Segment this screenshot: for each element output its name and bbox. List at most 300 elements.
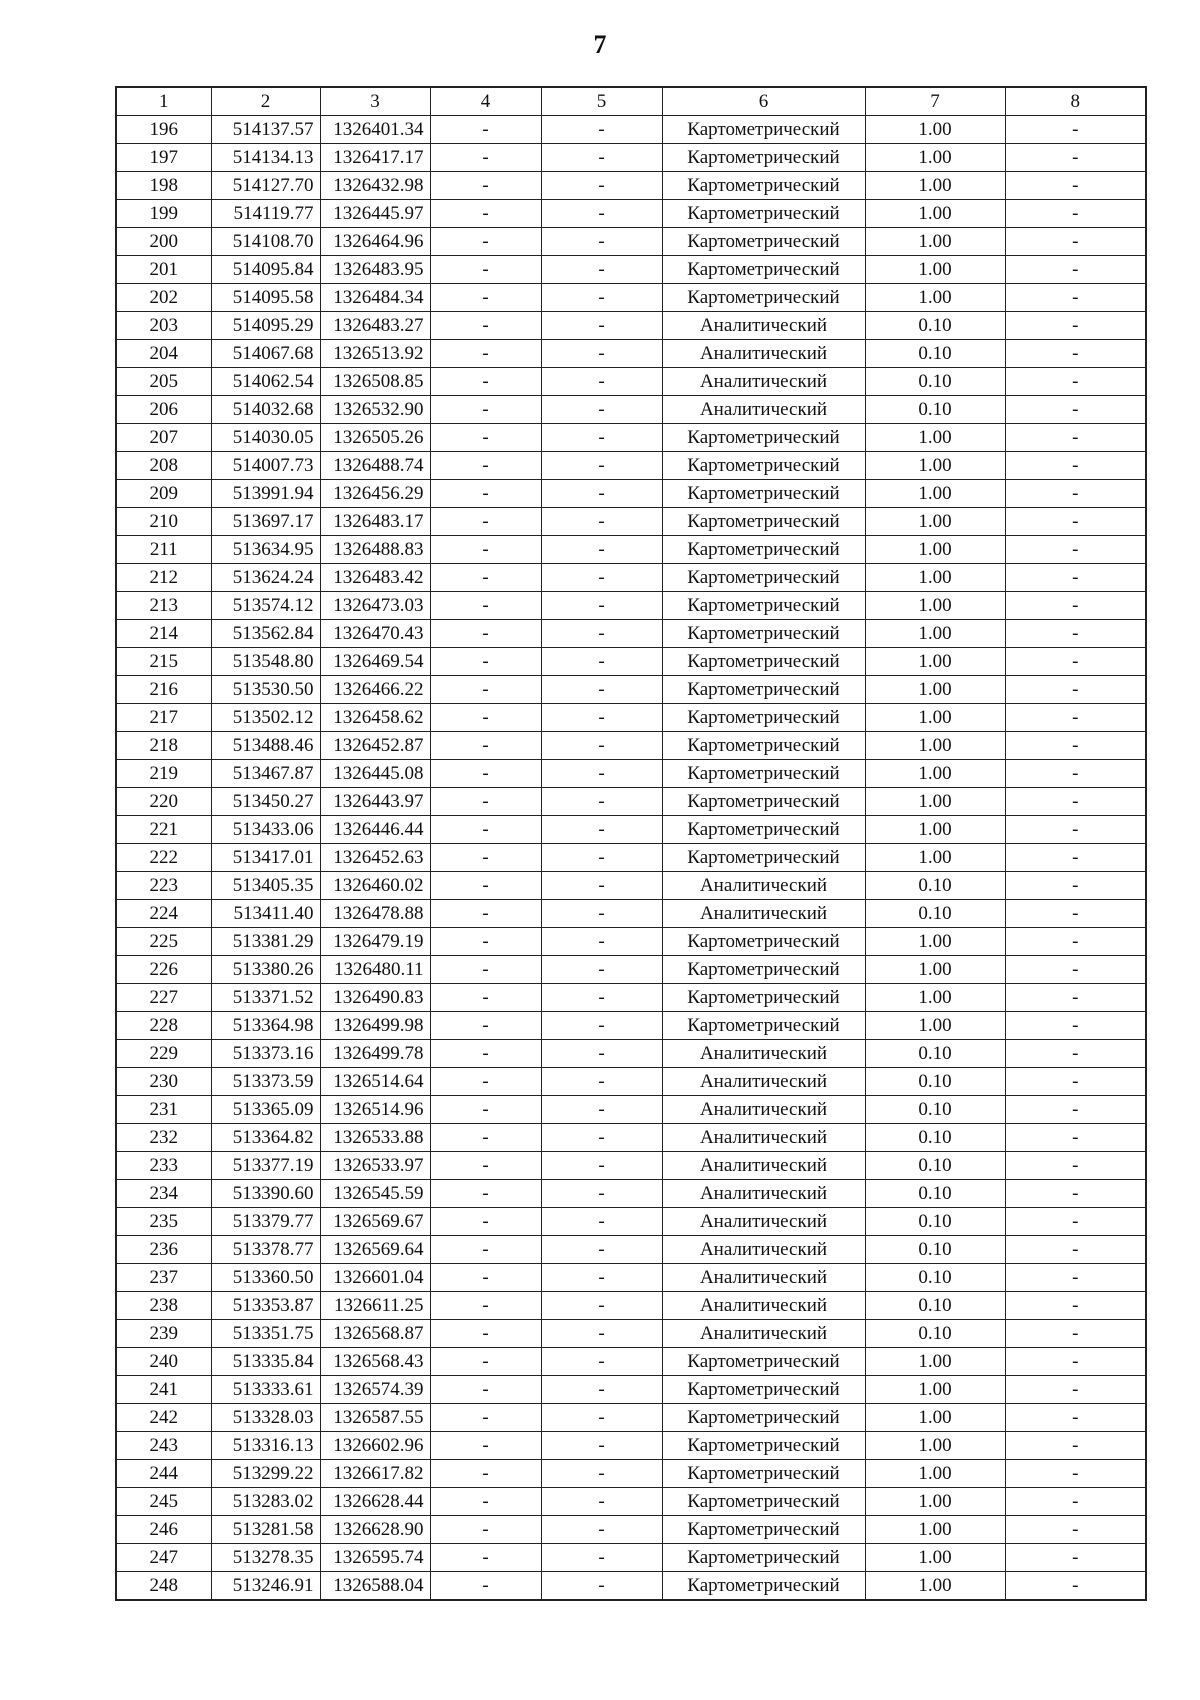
y-coordinate-cell: 1326460.02 — [320, 872, 430, 900]
method-cell: Аналитический — [662, 1236, 865, 1264]
col-4-cell: - — [430, 284, 541, 312]
table-row — [116, 228, 1146, 256]
col-5-cell: - — [541, 1012, 662, 1040]
point-number-cell: 224 — [116, 900, 211, 928]
col-5-cell: - — [541, 1404, 662, 1432]
point-number-cell: 247 — [116, 1544, 211, 1572]
x-coordinate-cell: 513488.46 — [211, 732, 320, 760]
method-cell: Аналитический — [662, 1068, 865, 1096]
accuracy-cell: 1.00 — [865, 116, 1005, 144]
method-cell: Картометрический — [662, 928, 865, 956]
table-body — [116, 116, 1146, 1601]
x-coordinate-cell: 513417.01 — [211, 844, 320, 872]
accuracy-cell: 1.00 — [865, 452, 1005, 480]
y-coordinate-cell: 1326446.44 — [320, 816, 430, 844]
point-number-cell: 197 — [116, 144, 211, 172]
accuracy-cell: 1.00 — [865, 284, 1005, 312]
col-5-cell: - — [541, 1040, 662, 1068]
accuracy-cell: 1.00 — [865, 256, 1005, 284]
col-8-cell: - — [1005, 1432, 1146, 1460]
col-4-cell: - — [430, 1208, 541, 1236]
y-coordinate-cell: 1326508.85 — [320, 368, 430, 396]
y-coordinate-cell: 1326445.97 — [320, 200, 430, 228]
table-row — [116, 1208, 1146, 1236]
x-coordinate-cell: 513364.82 — [211, 1124, 320, 1152]
col-5-cell: - — [541, 1432, 662, 1460]
point-number-cell: 196 — [116, 116, 211, 144]
col-5-cell: - — [541, 228, 662, 256]
col-8-cell: - — [1005, 424, 1146, 452]
table-row — [116, 872, 1146, 900]
table-row — [116, 144, 1146, 172]
col-5-cell: - — [541, 1180, 662, 1208]
method-cell: Картометрический — [662, 144, 865, 172]
accuracy-cell: 1.00 — [865, 200, 1005, 228]
table-row — [116, 1040, 1146, 1068]
col-8-cell: - — [1005, 284, 1146, 312]
point-number-cell: 246 — [116, 1516, 211, 1544]
col-4-cell: - — [430, 1068, 541, 1096]
point-number-cell: 243 — [116, 1432, 211, 1460]
table-row — [116, 1236, 1146, 1264]
x-coordinate-cell: 513377.19 — [211, 1152, 320, 1180]
y-coordinate-cell: 1326443.97 — [320, 788, 430, 816]
method-cell: Аналитический — [662, 396, 865, 424]
col-4-cell: - — [430, 368, 541, 396]
col-8-cell: - — [1005, 788, 1146, 816]
col-8-cell: - — [1005, 732, 1146, 760]
col-8-cell: - — [1005, 1012, 1146, 1040]
col-8-cell: - — [1005, 480, 1146, 508]
y-coordinate-cell: 1326401.34 — [320, 116, 430, 144]
point-number-cell: 214 — [116, 620, 211, 648]
x-coordinate-cell: 514108.70 — [211, 228, 320, 256]
col-5-cell: - — [541, 648, 662, 676]
x-coordinate-cell: 514127.70 — [211, 172, 320, 200]
col-5-cell: - — [541, 480, 662, 508]
y-coordinate-cell: 1326532.90 — [320, 396, 430, 424]
col-4-cell: - — [430, 676, 541, 704]
table-row — [116, 816, 1146, 844]
accuracy-cell: 1.00 — [865, 676, 1005, 704]
col-8-cell: - — [1005, 928, 1146, 956]
method-cell: Картометрический — [662, 564, 865, 592]
table-row — [116, 648, 1146, 676]
col-8-cell: - — [1005, 1320, 1146, 1348]
table-row — [116, 620, 1146, 648]
method-cell: Картометрический — [662, 1544, 865, 1572]
accuracy-cell: 1.00 — [865, 536, 1005, 564]
col-5-cell: - — [541, 1320, 662, 1348]
col-4-cell: - — [430, 900, 541, 928]
accuracy-cell: 0.10 — [865, 312, 1005, 340]
col-4-cell: - — [430, 536, 541, 564]
col-5-cell: - — [541, 284, 662, 312]
col-4-cell: - — [430, 1320, 541, 1348]
y-coordinate-cell: 1326432.98 — [320, 172, 430, 200]
col-8-cell: - — [1005, 1068, 1146, 1096]
method-cell: Аналитический — [662, 1264, 865, 1292]
point-number-cell: 200 — [116, 228, 211, 256]
x-coordinate-cell: 513373.59 — [211, 1068, 320, 1096]
y-coordinate-cell: 1326480.11 — [320, 956, 430, 984]
table-row — [116, 368, 1146, 396]
x-coordinate-cell: 514119.77 — [211, 200, 320, 228]
method-cell: Аналитический — [662, 1096, 865, 1124]
method-cell: Картометрический — [662, 536, 865, 564]
table-row — [116, 1572, 1146, 1601]
x-coordinate-cell: 514095.29 — [211, 312, 320, 340]
x-coordinate-cell: 514032.68 — [211, 396, 320, 424]
accuracy-cell: 1.00 — [865, 1572, 1005, 1601]
y-coordinate-cell: 1326483.42 — [320, 564, 430, 592]
table-row — [116, 1516, 1146, 1544]
table-row — [116, 116, 1146, 144]
y-coordinate-cell: 1326479.19 — [320, 928, 430, 956]
col-8-cell: - — [1005, 1208, 1146, 1236]
col-8-cell: - — [1005, 1292, 1146, 1320]
col-5-cell: - — [541, 732, 662, 760]
col-4-cell: - — [430, 116, 541, 144]
table-row — [116, 1432, 1146, 1460]
y-coordinate-cell: 1326569.67 — [320, 1208, 430, 1236]
col-4-cell: - — [430, 1096, 541, 1124]
point-number-cell: 238 — [116, 1292, 211, 1320]
accuracy-cell: 1.00 — [865, 424, 1005, 452]
col-5-cell: - — [541, 1572, 662, 1601]
col-4-cell: - — [430, 312, 541, 340]
accuracy-cell: 0.10 — [865, 1180, 1005, 1208]
x-coordinate-cell: 513502.12 — [211, 704, 320, 732]
accuracy-cell: 1.00 — [865, 1012, 1005, 1040]
point-number-cell: 218 — [116, 732, 211, 760]
col-5-cell: - — [541, 900, 662, 928]
point-number-cell: 239 — [116, 1320, 211, 1348]
col-4-cell: - — [430, 1264, 541, 1292]
col-8-cell: - — [1005, 508, 1146, 536]
method-cell: Картометрический — [662, 116, 865, 144]
table-row — [116, 760, 1146, 788]
x-coordinate-cell: 514095.58 — [211, 284, 320, 312]
x-coordinate-cell: 513450.27 — [211, 788, 320, 816]
col-5-cell: - — [541, 1348, 662, 1376]
y-coordinate-cell: 1326473.03 — [320, 592, 430, 620]
col-4-cell: - — [430, 1376, 541, 1404]
table-row — [116, 424, 1146, 452]
x-coordinate-cell: 513634.95 — [211, 536, 320, 564]
table-row — [116, 1124, 1146, 1152]
col-5-cell: - — [541, 1096, 662, 1124]
method-cell: Аналитический — [662, 312, 865, 340]
method-cell: Аналитический — [662, 1208, 865, 1236]
col-5-cell: - — [541, 536, 662, 564]
x-coordinate-cell: 513335.84 — [211, 1348, 320, 1376]
method-cell: Аналитический — [662, 368, 865, 396]
table-row — [116, 1292, 1146, 1320]
x-coordinate-cell: 514134.13 — [211, 144, 320, 172]
col-8-cell: - — [1005, 984, 1146, 1012]
y-coordinate-cell: 1326611.25 — [320, 1292, 430, 1320]
accuracy-cell: 1.00 — [865, 760, 1005, 788]
table-row — [116, 1488, 1146, 1516]
x-coordinate-cell: 513697.17 — [211, 508, 320, 536]
table-row — [116, 1152, 1146, 1180]
table-row — [116, 1012, 1146, 1040]
col-4-cell: - — [430, 564, 541, 592]
method-cell: Картометрический — [662, 620, 865, 648]
col-5-cell: - — [541, 116, 662, 144]
y-coordinate-cell: 1326533.97 — [320, 1152, 430, 1180]
accuracy-cell: 1.00 — [865, 508, 1005, 536]
point-number-cell: 223 — [116, 872, 211, 900]
table-row — [116, 508, 1146, 536]
x-coordinate-cell: 514062.54 — [211, 368, 320, 396]
col-8-cell: - — [1005, 1152, 1146, 1180]
accuracy-cell: 1.00 — [865, 1404, 1005, 1432]
col-5-cell: - — [541, 1460, 662, 1488]
method-cell: Картометрический — [662, 228, 865, 256]
y-coordinate-cell: 1326617.82 — [320, 1460, 430, 1488]
col-5-cell: - — [541, 1236, 662, 1264]
col-5-cell: - — [541, 508, 662, 536]
col-8-cell: - — [1005, 396, 1146, 424]
table-row — [116, 200, 1146, 228]
col-5-cell: - — [541, 1068, 662, 1096]
col-5-cell: - — [541, 1376, 662, 1404]
accuracy-cell: 0.10 — [865, 340, 1005, 368]
method-cell: Картометрический — [662, 452, 865, 480]
col-4-cell: - — [430, 620, 541, 648]
x-coordinate-cell: 513381.29 — [211, 928, 320, 956]
accuracy-cell: 0.10 — [865, 1292, 1005, 1320]
col-4-cell: - — [430, 1292, 541, 1320]
x-coordinate-cell: 513548.80 — [211, 648, 320, 676]
col-8-cell: - — [1005, 816, 1146, 844]
col-5-cell: - — [541, 788, 662, 816]
col-8-cell: - — [1005, 676, 1146, 704]
x-coordinate-cell: 513574.12 — [211, 592, 320, 620]
col-5-cell: - — [541, 620, 662, 648]
column-header-7: 7 — [865, 87, 1005, 116]
col-8-cell: - — [1005, 312, 1146, 340]
method-cell: Аналитический — [662, 1124, 865, 1152]
x-coordinate-cell: 513283.02 — [211, 1488, 320, 1516]
point-number-cell: 235 — [116, 1208, 211, 1236]
table-row — [116, 788, 1146, 816]
accuracy-cell: 1.00 — [865, 1516, 1005, 1544]
y-coordinate-cell: 1326514.64 — [320, 1068, 430, 1096]
table-row — [116, 1264, 1146, 1292]
col-5-cell: - — [541, 984, 662, 1012]
col-5-cell: - — [541, 564, 662, 592]
col-8-cell: - — [1005, 704, 1146, 732]
table-row — [116, 732, 1146, 760]
y-coordinate-cell: 1326458.62 — [320, 704, 430, 732]
accuracy-cell: 1.00 — [865, 144, 1005, 172]
point-number-cell: 213 — [116, 592, 211, 620]
point-number-cell: 206 — [116, 396, 211, 424]
y-coordinate-cell: 1326488.83 — [320, 536, 430, 564]
point-number-cell: 211 — [116, 536, 211, 564]
accuracy-cell: 0.10 — [865, 368, 1005, 396]
y-coordinate-cell: 1326601.04 — [320, 1264, 430, 1292]
method-cell: Картометрический — [662, 844, 865, 872]
method-cell: Картометрический — [662, 1488, 865, 1516]
point-number-cell: 208 — [116, 452, 211, 480]
table-row — [116, 1376, 1146, 1404]
col-8-cell: - — [1005, 1124, 1146, 1152]
col-4-cell: - — [430, 480, 541, 508]
table-row — [116, 284, 1146, 312]
x-coordinate-cell: 513562.84 — [211, 620, 320, 648]
y-coordinate-cell: 1326505.26 — [320, 424, 430, 452]
col-8-cell: - — [1005, 592, 1146, 620]
x-coordinate-cell: 514007.73 — [211, 452, 320, 480]
col-8-cell: - — [1005, 1572, 1146, 1601]
accuracy-cell: 1.00 — [865, 620, 1005, 648]
col-4-cell: - — [430, 872, 541, 900]
accuracy-cell: 1.00 — [865, 1376, 1005, 1404]
table-row — [116, 480, 1146, 508]
col-4-cell: - — [430, 1180, 541, 1208]
x-coordinate-cell: 513380.26 — [211, 956, 320, 984]
point-number-cell: 245 — [116, 1488, 211, 1516]
table-row — [116, 172, 1146, 200]
y-coordinate-cell: 1326574.39 — [320, 1376, 430, 1404]
method-cell: Картометрический — [662, 508, 865, 536]
method-cell: Картометрический — [662, 676, 865, 704]
accuracy-cell: 0.10 — [865, 900, 1005, 928]
accuracy-cell: 1.00 — [865, 564, 1005, 592]
x-coordinate-cell: 513373.16 — [211, 1040, 320, 1068]
method-cell: Картометрический — [662, 816, 865, 844]
x-coordinate-cell: 513379.77 — [211, 1208, 320, 1236]
x-coordinate-cell: 513433.06 — [211, 816, 320, 844]
col-4-cell: - — [430, 396, 541, 424]
col-5-cell: - — [541, 1152, 662, 1180]
point-number-cell: 222 — [116, 844, 211, 872]
y-coordinate-cell: 1326545.59 — [320, 1180, 430, 1208]
col-4-cell: - — [430, 1516, 541, 1544]
point-number-cell: 203 — [116, 312, 211, 340]
x-coordinate-cell: 513246.91 — [211, 1572, 320, 1601]
x-coordinate-cell: 513364.98 — [211, 1012, 320, 1040]
col-5-cell: - — [541, 396, 662, 424]
method-cell: Картометрический — [662, 200, 865, 228]
x-coordinate-cell: 513281.58 — [211, 1516, 320, 1544]
col-4-cell: - — [430, 1152, 541, 1180]
point-number-cell: 219 — [116, 760, 211, 788]
point-number-cell: 221 — [116, 816, 211, 844]
x-coordinate-cell: 514067.68 — [211, 340, 320, 368]
method-cell: Картометрический — [662, 424, 865, 452]
col-4-cell: - — [430, 1012, 541, 1040]
method-cell: Аналитический — [662, 1320, 865, 1348]
table-row — [116, 900, 1146, 928]
point-number-cell: 199 — [116, 200, 211, 228]
y-coordinate-cell: 1326456.29 — [320, 480, 430, 508]
x-coordinate-cell: 513467.87 — [211, 760, 320, 788]
accuracy-cell: 0.10 — [865, 1208, 1005, 1236]
col-8-cell: - — [1005, 620, 1146, 648]
col-4-cell: - — [430, 340, 541, 368]
col-8-cell: - — [1005, 1348, 1146, 1376]
accuracy-cell: 1.00 — [865, 928, 1005, 956]
col-8-cell: - — [1005, 1460, 1146, 1488]
method-cell: Аналитический — [662, 900, 865, 928]
method-cell: Картометрический — [662, 788, 865, 816]
y-coordinate-cell: 1326568.87 — [320, 1320, 430, 1348]
col-8-cell: - — [1005, 648, 1146, 676]
table-row — [116, 704, 1146, 732]
coordinates-table — [115, 86, 1147, 1601]
method-cell: Картометрический — [662, 1460, 865, 1488]
col-8-cell: - — [1005, 760, 1146, 788]
method-cell: Картометрический — [662, 1516, 865, 1544]
y-coordinate-cell: 1326602.96 — [320, 1432, 430, 1460]
method-cell: Картометрический — [662, 1432, 865, 1460]
col-8-cell: - — [1005, 452, 1146, 480]
y-coordinate-cell: 1326628.44 — [320, 1488, 430, 1516]
col-5-cell: - — [541, 424, 662, 452]
accuracy-cell: 0.10 — [865, 1068, 1005, 1096]
y-coordinate-cell: 1326499.98 — [320, 1012, 430, 1040]
point-number-cell: 248 — [116, 1572, 211, 1601]
x-coordinate-cell: 514095.84 — [211, 256, 320, 284]
accuracy-cell: 0.10 — [865, 1124, 1005, 1152]
accuracy-cell: 1.00 — [865, 1348, 1005, 1376]
col-8-cell: - — [1005, 340, 1146, 368]
point-number-cell: 244 — [116, 1460, 211, 1488]
x-coordinate-cell: 513328.03 — [211, 1404, 320, 1432]
point-number-cell: 231 — [116, 1096, 211, 1124]
x-coordinate-cell: 513299.22 — [211, 1460, 320, 1488]
col-5-cell: - — [541, 312, 662, 340]
y-coordinate-cell: 1326478.88 — [320, 900, 430, 928]
column-header-4: 4 — [430, 87, 541, 116]
table-row — [116, 452, 1146, 480]
col-5-cell: - — [541, 844, 662, 872]
col-8-cell: - — [1005, 1376, 1146, 1404]
x-coordinate-cell: 513333.61 — [211, 1376, 320, 1404]
x-coordinate-cell: 513316.13 — [211, 1432, 320, 1460]
col-8-cell: - — [1005, 368, 1146, 396]
point-number-cell: 228 — [116, 1012, 211, 1040]
point-number-cell: 198 — [116, 172, 211, 200]
point-number-cell: 210 — [116, 508, 211, 536]
table-row — [116, 844, 1146, 872]
method-cell: Картометрический — [662, 956, 865, 984]
accuracy-cell: 1.00 — [865, 1432, 1005, 1460]
y-coordinate-cell: 1326533.88 — [320, 1124, 430, 1152]
table-row — [116, 1544, 1146, 1572]
col-5-cell: - — [541, 956, 662, 984]
method-cell: Аналитический — [662, 872, 865, 900]
col-8-cell: - — [1005, 116, 1146, 144]
col-5-cell: - — [541, 872, 662, 900]
method-cell: Картометрический — [662, 256, 865, 284]
method-cell: Картометрический — [662, 284, 865, 312]
x-coordinate-cell: 513278.35 — [211, 1544, 320, 1572]
method-cell: Картометрический — [662, 1012, 865, 1040]
col-4-cell: - — [430, 1404, 541, 1432]
col-5-cell: - — [541, 1264, 662, 1292]
accuracy-cell: 1.00 — [865, 704, 1005, 732]
table-row — [116, 1348, 1146, 1376]
method-cell: Аналитический — [662, 340, 865, 368]
accuracy-cell: 1.00 — [865, 1544, 1005, 1572]
col-5-cell: - — [541, 144, 662, 172]
